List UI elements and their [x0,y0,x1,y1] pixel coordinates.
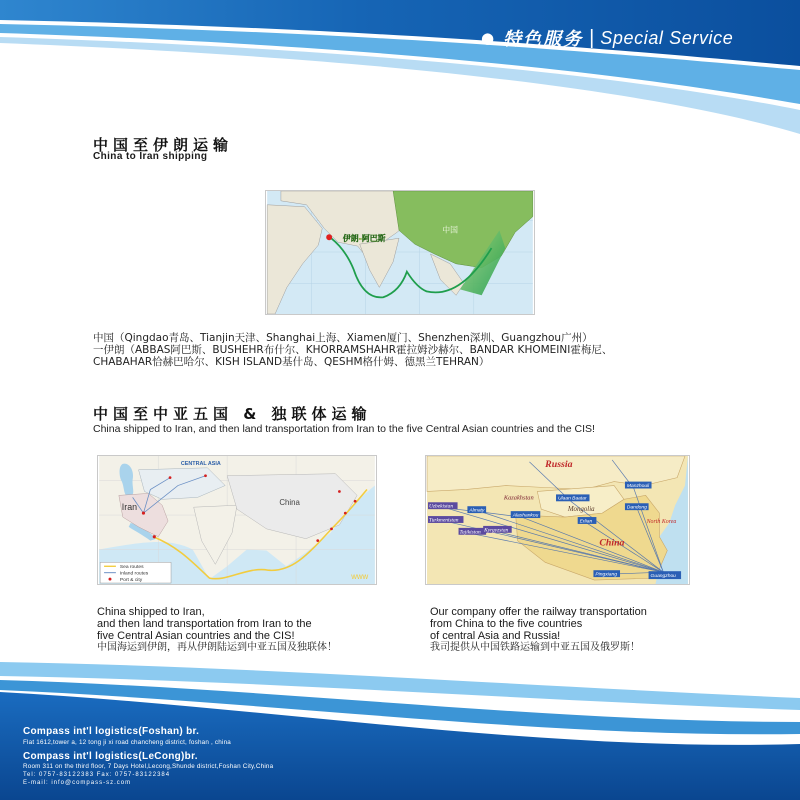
rail-city-almaty: Almaty [469,508,485,514]
port-list-line: 中国（Qingdao青岛、Tianjin天津、Shanghai上海、Xiamen厦门、Shenzhen深圳、Guangzhou广州） [93,332,593,344]
sea-map-label-iran: Iran [121,502,138,513]
legend-port-city: Port & city [119,578,143,584]
rail-country-russia: Russia [545,458,573,470]
rail-country-china: China [599,537,625,549]
header-title-en: Special Service [600,27,734,48]
rail-country-north-korea: North Korea [646,518,677,525]
sea-map-watermark: www [351,572,369,582]
sea-caption-line: China shipped to Iran, [97,606,205,618]
sea-map-region-label: CENTRAL ASIA [180,460,221,467]
legend-inland-routes: Inland routes [119,571,149,577]
header-title [481,25,733,51]
section-iran-subtitle: China to Iran shipping [93,151,208,162]
rail-city-erlian: Erlian [579,519,593,525]
rail-city-guangzhou: Guangzhou [650,573,676,579]
rail-city-pingxiang: Pingxiang [595,572,617,578]
port-list-paragraph [93,332,612,368]
rail-city-ulaan-baatar: Ulaan Baatar [557,496,587,502]
rail-country-uzbekistan: Uzbekistan [429,503,454,510]
sea-caption-line: and then land transportation from Iran to the [97,618,312,630]
port-list-line: 一伊朗（ABBAS阿巴斯、BUSHEHR布什尔、KHORRAMSHAHR霍拉姆沙赫尔、BANDAR KHOMEINI霍梅尼、 [93,344,613,356]
sea-caption-line: 中国海运到伊朗，再从伊朗陆运到中亚五国及独联体！ [97,642,337,653]
footer-office2-name: Compass int'l logistics(LeCong)br. [23,751,198,762]
header-bullet: ● [481,29,495,47]
footer-phone: Tel: 0757-83122383 Fax: 0757-83122384 [23,772,171,778]
footer-email: E-mail: info@compass-sz.com [23,780,132,786]
header-title-cn: 特色服务 [503,29,584,50]
rail-caption-line: Our company offer the railway transportation [430,606,647,618]
sea-map-legend [100,562,171,583]
rail-country-tajikistan: Tajikistan [459,529,481,536]
legend-sea-routes: Sea routes [119,565,144,571]
section-iran-title: 中国至伊朗运输 [93,136,234,154]
footer-office1-name: Compass int'l logistics(Foshan) br. [23,726,200,737]
rail-city-alashankou: Alashankou [512,513,539,519]
rail-country-kazakhstan: Kazakhstan [503,494,534,502]
rail-country-mongolia: Mongolia [567,506,595,514]
port-list-line: CHABAHAR恰赫巴哈尔、KISH ISLAND基什岛、QESHM格什姆、德黑兰TEHRAN） [93,356,490,368]
china-iran-map [265,190,535,315]
rail-city-dandong: Dandong [626,505,647,511]
rail-caption-line: of central Asia and Russia! [430,630,561,642]
section-central-asia-subtitle: China shipped to Iran, and then land transportation from Iran to the five Central Asian countries and the CIS! [93,423,595,435]
rail-caption-line: from China to the five countries [430,618,583,630]
railway-route-map [425,455,690,585]
rail-city-manzhouli: Manzhouli [626,483,650,489]
sea-inland-route-map [97,455,377,585]
sea-caption-line: five Central Asian countries and the CIS! [97,630,295,642]
header-wave [0,0,800,140]
rail-country-turkmenistan: Turkmenistan [429,517,459,524]
rail-country-kyrgyzstan: Kyrgyzstan [484,527,509,534]
header-separator: | [589,26,595,49]
map-label-china: 中国 [442,225,459,235]
rail-caption-line: 我司提供从中国铁路运输到中亚五国及俄罗斯！ [430,642,640,653]
footer-office1-address: Flat 1612,tower a, 12 tong ji xi road chancheng district, foshan , china [23,739,231,746]
legend-port-swatch [109,578,112,581]
origin-port-marker [326,234,332,240]
sea-map-label-china: China [279,498,300,508]
map-label-origin: 伊朗-阿巴斯 [342,234,386,244]
section-central-asia-title: 中国至中亚五国 & 独联体运输 [93,405,372,423]
footer-office2-address: Room 311 on the third floor, 7 Days Hotel,Lecong,Shunde district,Foshan City,China [23,763,274,770]
